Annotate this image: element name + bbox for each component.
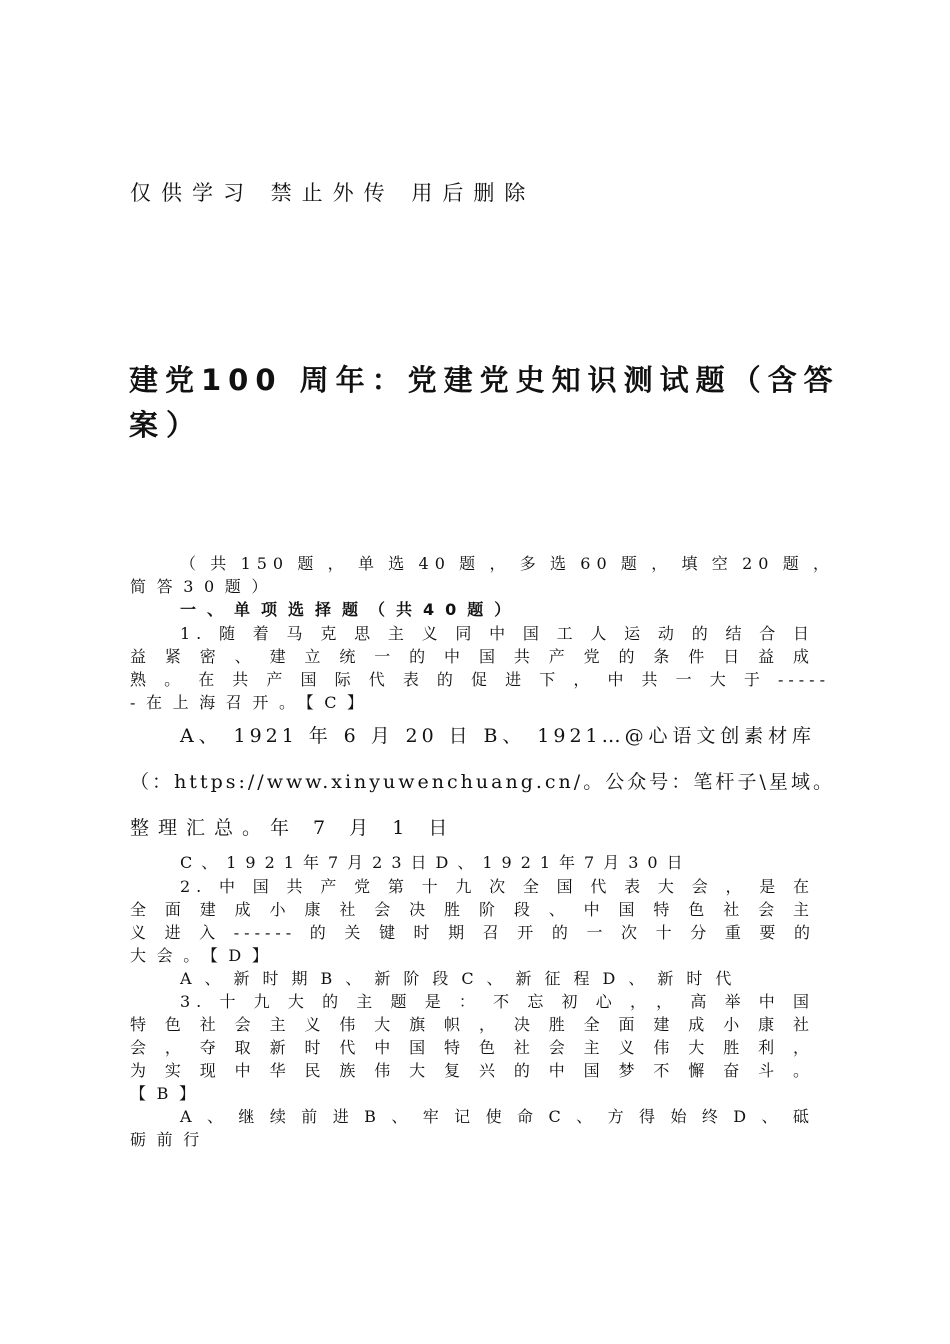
- q2-line-1: 2.中国共产党第十九次全国代表大会，是在: [180, 877, 815, 896]
- q3-options-line-1: A、继续前进B、牢记使命C、方得始终D、砥: [180, 1107, 815, 1126]
- intro-line-2: 简答30题）: [130, 577, 278, 596]
- document-title-line-2: 案）: [129, 408, 204, 442]
- q1-options-line-2: （：https://www.xinyuwenchuang.cn/。公众号：笔杆子\星域。: [130, 771, 835, 793]
- q2-options: A、新时期B、新阶段C、新征程D、新时代: [180, 969, 745, 988]
- q3-line-5: 【B】: [130, 1084, 206, 1103]
- q1-options-line-3: 整理汇总。年 7 月 1 日: [130, 817, 457, 839]
- q3-options-line-2: 砺前行: [130, 1130, 210, 1149]
- q1-line-1: 1.随着马克思主义同中国工人运动的结合日: [180, 624, 815, 643]
- q1-line-2: 益紧密、建立统一的中国共产党的条件日益成: [130, 647, 815, 666]
- q1-line-4: -在上海召开。【C】: [130, 693, 374, 712]
- q3-line-2: 特色社会主义伟大旗帜，决胜全面建成小康社: [130, 1015, 815, 1034]
- intro-line-1: （共150题，单选40题，多选60题，填空20题，: [180, 554, 835, 573]
- document-title-line-1: 建党100 周年：党建党史知识测试题（含答: [129, 363, 840, 397]
- q3-line-3: 会，夺取新时代中国特色社会主义伟大胜利，: [130, 1038, 815, 1057]
- q1-options-line-4: C、1921年7月23日D、1921年7月30日: [180, 853, 692, 872]
- q2-line-3: 义进入------的关键时期召开的一次十分重要的: [130, 923, 815, 942]
- q1-line-3: 熟。在共产国际代表的促进下，中共一大于-----: [130, 670, 830, 689]
- q3-line-1: 3.十九大的主题是：不忘初心，，高举中国: [180, 992, 815, 1011]
- q2-line-4: 大会。【D】: [130, 946, 279, 965]
- q1-options-line-1: A、 1921 年 6 月 20 日 B、 1921…@心语文创素材库: [180, 725, 815, 747]
- restriction-notice: 仅供学习 禁止外传 用后删除: [130, 181, 536, 205]
- section-heading-single-choice: 一、单项选择题（共40题）: [180, 600, 522, 619]
- q2-line-2: 全面建成小康社会决胜阶段、中国特色社会主: [130, 900, 815, 919]
- q3-line-4: 为实现中华民族伟大复兴的中国梦不懈奋斗。: [130, 1061, 815, 1080]
